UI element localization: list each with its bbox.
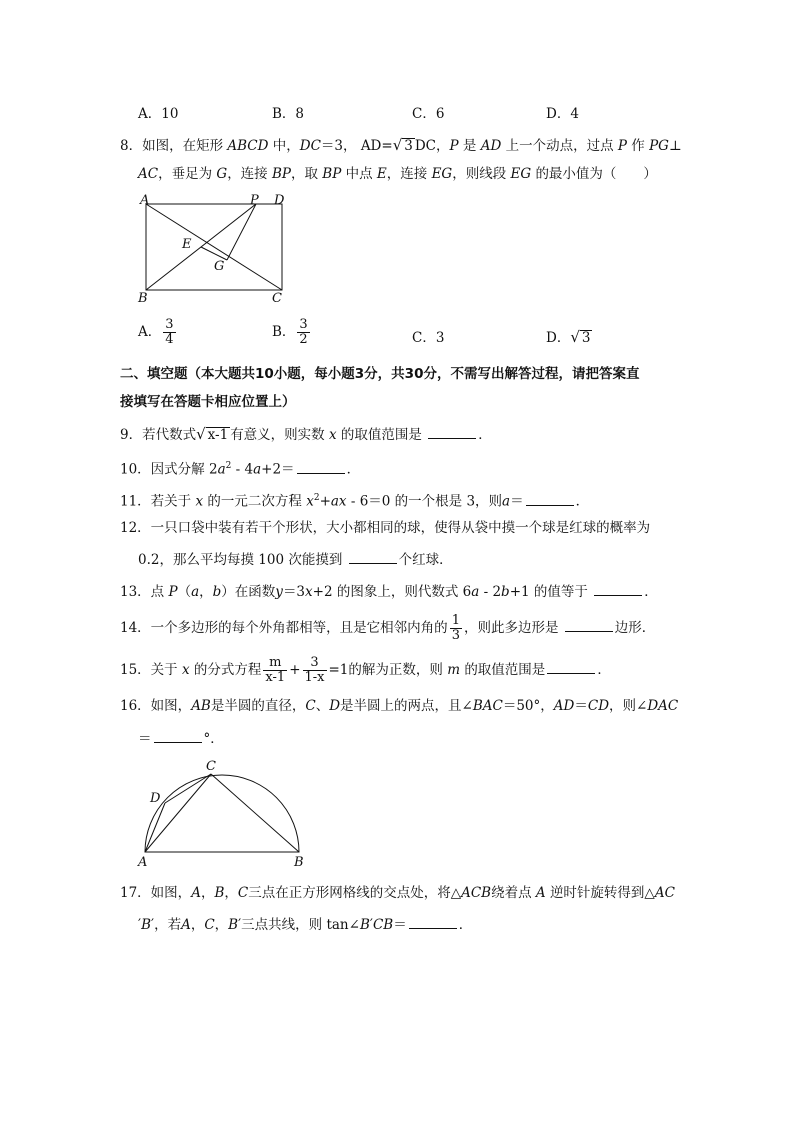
label-E: E xyxy=(182,237,192,252)
chord-cb xyxy=(211,774,299,852)
q12-line2: 0.2，那么平均每摸 100 次能摸到 个红球． xyxy=(138,549,453,570)
q17-line1: 17．如图，A，B，C三点在正方形网格线的交点处，将△ACB绕着点 A 逆时针旋转得到△AC xyxy=(120,885,675,901)
q10-answer-blank[interactable] xyxy=(297,459,345,474)
label-A: A xyxy=(140,193,150,208)
q7-option-c: C．6 xyxy=(412,106,445,122)
q16-line2: ＝ °． xyxy=(138,728,224,749)
diagonal-ac xyxy=(146,204,282,290)
q7-option-b: B．8 xyxy=(272,106,305,122)
chord-ac xyxy=(145,774,211,852)
q8-rectangle-figure xyxy=(136,192,296,312)
q8-option-d: D．√ 3 xyxy=(546,328,591,346)
label-P: P xyxy=(250,193,259,208)
q14-answer-blank[interactable] xyxy=(565,617,613,632)
label-D: D xyxy=(150,791,161,806)
segment-pg xyxy=(227,204,256,260)
q12-answer-blank[interactable] xyxy=(349,549,397,564)
label-A: A xyxy=(138,855,148,870)
label-C: C xyxy=(206,759,216,774)
q8-line1: 8．如图，在矩形 ABCD 中，DC＝3， AD=√ 3 DC，P 是 AD 上一个动点，过点 P 作 PG⊥ xyxy=(120,136,682,154)
q16-answer-blank[interactable] xyxy=(154,728,202,743)
q7-option-d: D．4 xyxy=(546,106,579,122)
q9-answer-blank[interactable] xyxy=(428,424,476,439)
q8-option-c: C．3 xyxy=(412,330,445,346)
q8-line2: AC，垂足为 G，连接 BP，取 BP 中点 E，连接 EG，则线段 EG 的最小值为（ ） xyxy=(138,166,657,182)
section2-header-line2: 接填写在答题卡相应位置上） xyxy=(120,394,296,410)
label-B: B xyxy=(138,291,148,306)
q8-sqrt3: 3 xyxy=(404,138,413,154)
q8-option-a: A． $\frac{3}{4}$ xyxy=(138,317,174,347)
q12-line1: 12．一只口袋中装有若干个形状，大小都相同的球，使得从袋中摸一个球是红球的概率为 xyxy=(120,520,651,536)
section2-header-line1: 二、填空题（本大题共10小题，每小题3分，共30分，不需写出解答过程，请把答案直 xyxy=(120,366,640,382)
chord-dc xyxy=(165,774,211,803)
label-G: G xyxy=(214,259,225,274)
q13-answer-blank[interactable] xyxy=(594,581,642,596)
q13: 13．点 P（a，b）在函数y＝3x+2 的图象上，则代数式 6a - 2b+1 的值等于 ． xyxy=(120,581,658,602)
q10: 10．因式分解 $2a^2 - 4a+2=$ ． xyxy=(120,456,360,480)
q16-line1: 16．如图，AB是半圆的直径，C、D是半圆上的两点，且∠BAC＝50°，AD＝CD，则∠DAC xyxy=(120,698,679,714)
label-C: C xyxy=(272,291,282,306)
q15-answer-blank[interactable] xyxy=(547,659,595,674)
q17-line2: ′B′，若A，C，B′三点共线，则 tan∠B′CB＝ ． xyxy=(138,914,472,935)
q9: 9．若代数式√ x-1 有意义，则实数 x 的取值范围是 ． xyxy=(120,425,492,443)
q8-option-b: B． $\frac{3}{2}$ xyxy=(272,317,308,347)
label-D: D xyxy=(274,193,285,208)
q14: 14．一个多边形的每个外角都相等，且是它相邻内角的 $\frac{1}{3}$ ，则此多边形是 边形． xyxy=(120,613,656,643)
q11: 11．若关于 x 的一元二次方程 $x^2+ax - 6=0$ 的一个根是 3，则a＝ ． xyxy=(120,488,589,512)
q11-answer-blank[interactable] xyxy=(526,491,574,506)
q7-option-a: A．10 xyxy=(138,106,179,122)
chord-ad xyxy=(145,803,165,852)
q15: 15．关于 x 的分式方程 $\frac{m}{x-1}$ + $\frac{3}{1-x}$ =1的解为正数，则 m 的取值范围是 ． xyxy=(120,655,611,685)
label-B: B xyxy=(294,855,304,870)
q17-answer-blank[interactable] xyxy=(409,914,457,929)
q16-semicircle-figure xyxy=(136,756,316,871)
semicircle-arc xyxy=(145,775,299,852)
